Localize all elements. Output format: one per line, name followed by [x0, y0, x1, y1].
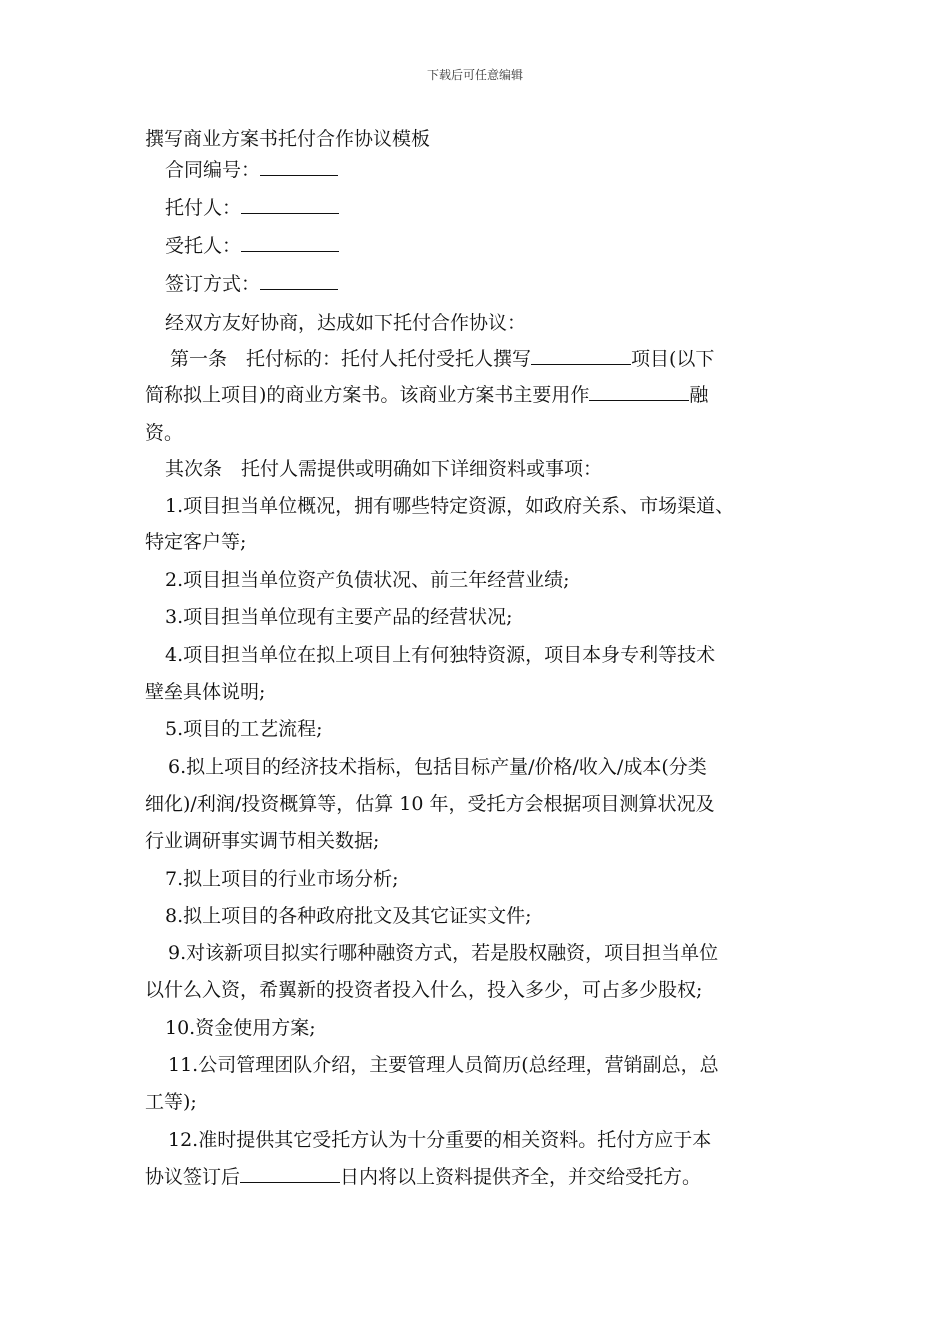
article1-line1: [170, 346, 840, 372]
item2: 2.项目担当单位资产负债状况、前三年经营业绩;: [165, 569, 570, 591]
item9-line2: 以什么入资，希翼新的投资者投入什么，投入多少，可占多少股权;: [145, 979, 703, 1001]
item12-days-blank: [240, 1164, 340, 1183]
document-title: 撰写商业方案书托付合作协议模板: [145, 128, 431, 150]
item9-line1: 9.对该新项目拟实行哪种融资方式，若是股权融资，项目担当单位: [168, 942, 719, 964]
article1-usage-blank: [589, 382, 689, 401]
item1-line2: 特定客户等;: [145, 531, 247, 553]
item1-line1: 1.项目担当单位概况，拥有哪些特定资源，如政府关系、市场渠道、: [165, 495, 735, 517]
item10: 10.资金使用方案;: [165, 1017, 316, 1039]
sign-method-line: [165, 271, 835, 297]
contract-number-line: [165, 157, 835, 183]
item6-line3: 行业调研事实调节相关数据;: [145, 830, 380, 852]
intro-text: 经双方友好协商，达成如下托付合作协议：: [165, 312, 527, 334]
item3: 3.项目担当单位现有主要产品的经营状况;: [165, 606, 513, 628]
article1-text-a: 第一条 托付标的：托付人托付受托人撰写: [170, 348, 532, 370]
page-header: 下载后可任意编辑: [426, 68, 523, 82]
article1-line2: [145, 382, 815, 408]
sign-method-blank: [260, 271, 338, 290]
item11-line1: 11.公司管理团队介绍，主要管理人员简历(总经理，营销副总，总: [168, 1054, 719, 1076]
item4-line2: 壁垒具体说明;: [145, 681, 266, 703]
item12-text-a: 协议签订后: [145, 1166, 241, 1188]
item12-line1: 12.准时提供其它受托方认为十分重要的相关资料。托付方应于本: [168, 1129, 712, 1151]
item7: 7.拟上项目的行业市场分析;: [165, 868, 399, 890]
item5: 5.项目的工艺流程;: [165, 718, 323, 740]
item8: 8.拟上项目的各种政府批文及其它证实文件;: [165, 905, 532, 927]
contract-number-label: 合同编号：: [165, 159, 261, 181]
sign-method-label: 签订方式：: [165, 273, 261, 295]
item6-line1: 6.拟上项目的经济技术指标，包括目标产量/价格/收入/成本(分类: [168, 756, 707, 778]
item6-line2: 细化)/利润/投资概算等，估算 10 年，受托方会根据项目测算状况及: [145, 793, 715, 815]
article1-text-d: 融: [689, 384, 709, 406]
article1-line3: 资。: [145, 422, 184, 444]
article1-project-blank: [531, 346, 631, 365]
item11-line2: 工等);: [145, 1091, 197, 1113]
item12-text-b: 日内将以上资料提供齐全，并交给受托方。: [340, 1166, 702, 1188]
principal-line: [165, 195, 835, 221]
item4-line1: 4.项目担当单位在拟上项目上有何独特资源，项目本身专利等技术: [165, 644, 716, 666]
article2-heading: 其次条 托付人需提供或明确如下详细资料或事项：: [165, 458, 603, 480]
agent-blank: [241, 233, 339, 252]
principal-blank: [241, 195, 339, 214]
article1-text-c: 简称拟上项目)的商业方案书。该商业方案书主要用作: [145, 384, 590, 406]
principal-label: 托付人：: [165, 197, 242, 219]
agent-line: [165, 233, 835, 259]
agent-label: 受托人：: [165, 235, 242, 257]
article1-text-b: 项目(以下: [631, 348, 715, 370]
contract-number-blank: [260, 157, 338, 176]
item12-line2: [145, 1164, 815, 1190]
